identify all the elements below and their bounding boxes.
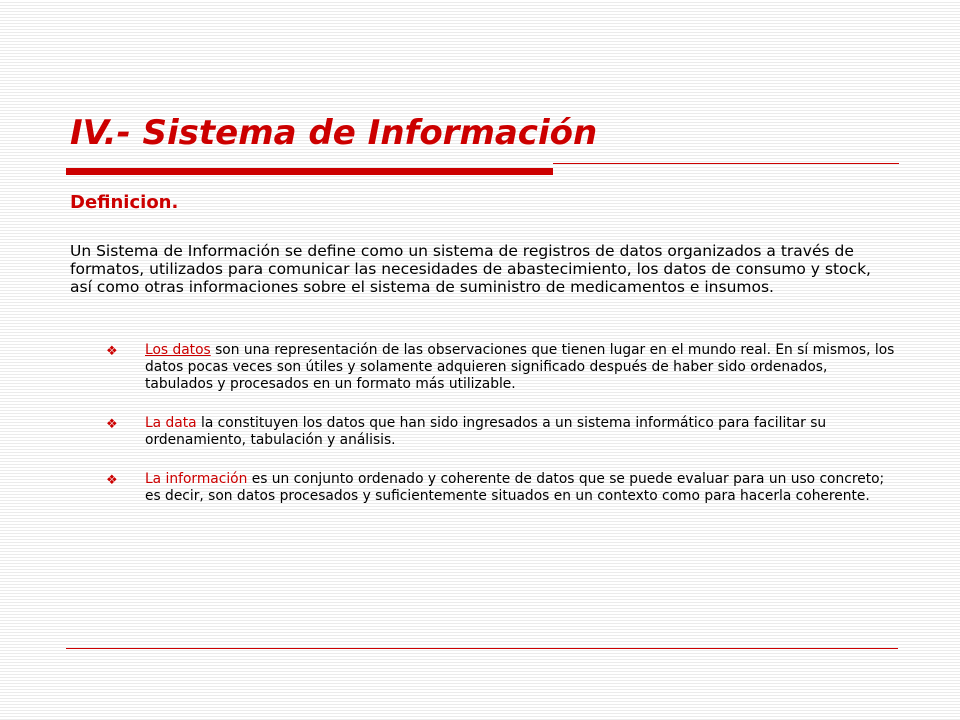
list-item xyxy=(106,415,896,449)
term-los-datos-link[interactable]: Los datos xyxy=(145,342,211,358)
footer-rule xyxy=(66,648,898,649)
list-item xyxy=(106,471,896,505)
definition-text: es un conjunto ordenado y coherente de datos que se puede evaluar para un uso concreto; es decir, son datos procesados y suficientemente situados en un contexto como para hacerla coherente. xyxy=(145,471,885,504)
diamond-bullet-icon: ❖ xyxy=(106,417,118,432)
title-underline-rule xyxy=(553,163,899,164)
diamond-bullet-icon: ❖ xyxy=(106,344,118,359)
term-la-data: La data xyxy=(145,415,197,431)
list-item xyxy=(106,342,896,393)
diamond-bullet-icon: ❖ xyxy=(106,473,118,488)
definition-list xyxy=(106,342,896,527)
term-la-informacion: La información xyxy=(145,471,248,487)
definition-text: son una representación de las observaciones que tienen lugar en el mundo real. En sí mismos, los datos pocas veces son útiles y solamente adquieren significado después de haber sido ordenados, tabulados y procesados en un formato más utilizable. xyxy=(145,342,895,392)
slide-subtitle: Definicion. xyxy=(70,192,179,213)
slide-title: IV.- Sistema de Información xyxy=(70,113,598,153)
intro-paragraph: Un Sistema de Información se define como un sistema de registros de datos organizados a través de formatos, utilizados para comunicar las necesidades de abastecimiento, los datos de consumo y stock, así como otras informaciones sobre el sistema de suministro de medicamentos e insumos. xyxy=(70,242,871,296)
definition-text: la constituyen los datos que han sido ingresados a un sistema informático para facilitar su ordenamiento, tabulación y análisis. xyxy=(145,415,827,448)
title-underline-bar xyxy=(66,168,553,175)
